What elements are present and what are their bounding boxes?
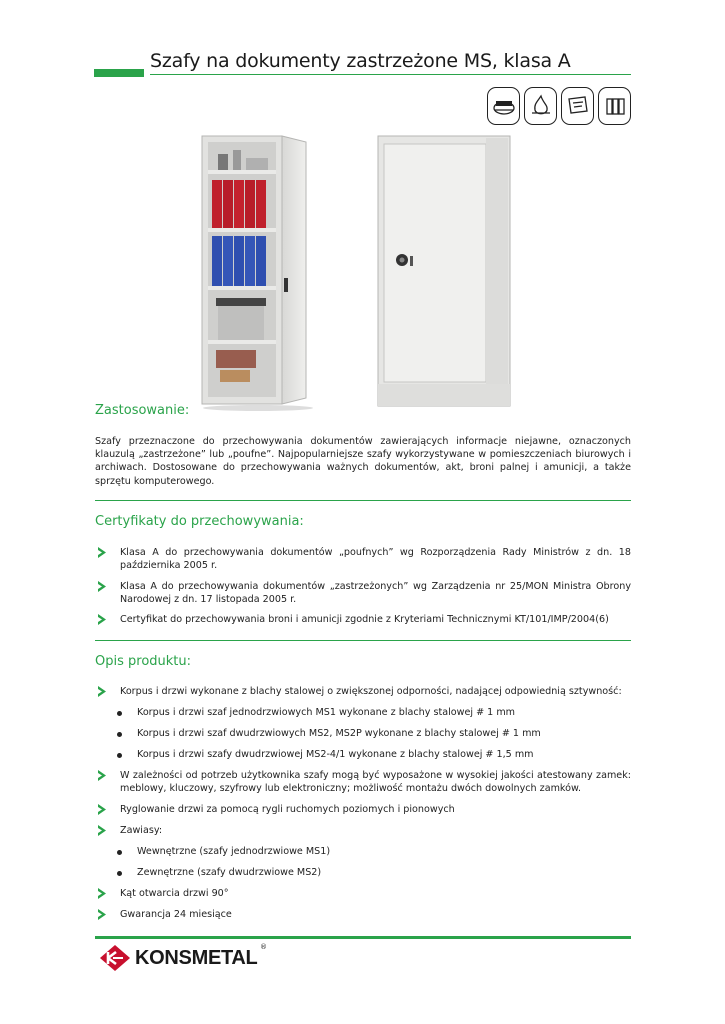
chevron-right-icon	[97, 547, 107, 558]
section-title-certyfikaty: Certyfikaty do przechowywania:	[95, 514, 304, 529]
closed-cabinet-image	[370, 128, 520, 413]
list-item: Certyfikat do przechowywania broni i amunicji zgodnie z Kryteriami Technicznymi KT/101/IMP/2004(6)	[95, 613, 631, 626]
brand-logo	[99, 944, 257, 972]
fire-icon	[524, 87, 557, 125]
brand-name: KONSMETAL	[135, 946, 258, 969]
header-accent-bar	[94, 69, 144, 77]
bullet-item: Korpus i drzwi szaf dwudrzwiowych MS2, MS2P wykonane z blachy stalowej # 1 mm	[117, 727, 617, 740]
konsmetal-logo-icon	[99, 944, 131, 972]
chevron-right-icon	[97, 614, 107, 625]
bullet-dot	[117, 732, 122, 737]
list-item: Korpus i drzwi wykonane z blachy stalowej o zwiększonej odporności, nadającej odpowiednią sztywność:	[95, 685, 631, 698]
section-divider	[95, 640, 631, 641]
chevron-right-icon	[97, 909, 107, 920]
list-item: W zależności od potrzeb użytkownika szafy mogą być wyposażone w wysokiej jakości atestowany zamek: meblowy, kluczowy, szyfrowy lub elektroniczny; możliwość montażu dwóch dowolnych zamków.	[95, 769, 631, 795]
bullet-dot	[117, 753, 122, 758]
registered-mark: ®	[260, 943, 267, 951]
chevron-right-icon	[97, 581, 107, 592]
list-item: Ryglowanie drzwi za pomocą rygli ruchomych poziomych i pionowych	[95, 803, 631, 816]
bullet-dot	[117, 850, 122, 855]
folders-icon	[598, 87, 631, 125]
zastosowanie-text: Szafy przeznaczone do przechowywania dokumentów zawierających informacje niejawne, oznaczonych klauzulą „zastrzeżone” lub „poufne”. Najpopularniejsze szafy wykorzystywane w pomieszczeniach biurowych i archiwach. Dostosowane do przechowywania ważnych dokumentów, akt, broni palnej i amunicji, a także sprzętu komputerowego.	[95, 436, 631, 487]
bullet-item: Korpus i drzwi szaf jednodrzwiowych MS1 wykonane z blachy stalowej # 1 mm	[117, 706, 617, 719]
header-rule	[150, 74, 631, 75]
list-item: Gwarancja 24 miesiące	[95, 908, 631, 921]
drawer-icon	[561, 87, 594, 125]
bullet-dot	[117, 711, 122, 716]
bullet-dot	[117, 871, 122, 876]
page-title: Szafy na dokumenty zastrzeżone MS, klasa A	[150, 50, 571, 72]
bullet-item: Zewnętrzne (szafy dwudrzwiowe MS2)	[117, 866, 617, 879]
list-item: Kąt otwarcia drzwi 90°	[95, 887, 631, 900]
chevron-right-icon	[97, 686, 107, 697]
chevron-right-icon	[97, 888, 107, 899]
bullet-item: Wewnętrzne (szafy jednodrzwiowe MS1)	[117, 845, 617, 858]
chevron-right-icon	[97, 770, 107, 781]
open-cabinet-image	[198, 128, 328, 413]
list-item: Klasa A do przechowywania dokumentów „zastrzeżonych” wg Zarządzenia nr 25/MON Ministra Obrony Narodowej z dn. 17 listopada 2005 r.	[95, 580, 631, 606]
section-title-opis: Opis produktu:	[95, 654, 192, 669]
list-item: Zawiasy:	[95, 824, 631, 837]
bullet-item: Korpus i drzwi szafy dwudrzwiowej MS2-4/1 wykonane z blachy stalowej # 1,5 mm	[117, 748, 617, 761]
footer-rule	[95, 936, 631, 939]
section-divider	[95, 500, 631, 501]
feature-icons	[487, 87, 631, 125]
section-title-zastosowanie: Zastosowanie:	[95, 403, 190, 418]
chevron-right-icon	[97, 825, 107, 836]
chevron-right-icon	[97, 804, 107, 815]
list-item: Klasa A do przechowywania dokumentów „poufnych” wg Rozporządzenia Rady Ministrów z dn. 18 października 2005 r.	[95, 546, 631, 572]
document-tray-icon	[487, 87, 520, 125]
